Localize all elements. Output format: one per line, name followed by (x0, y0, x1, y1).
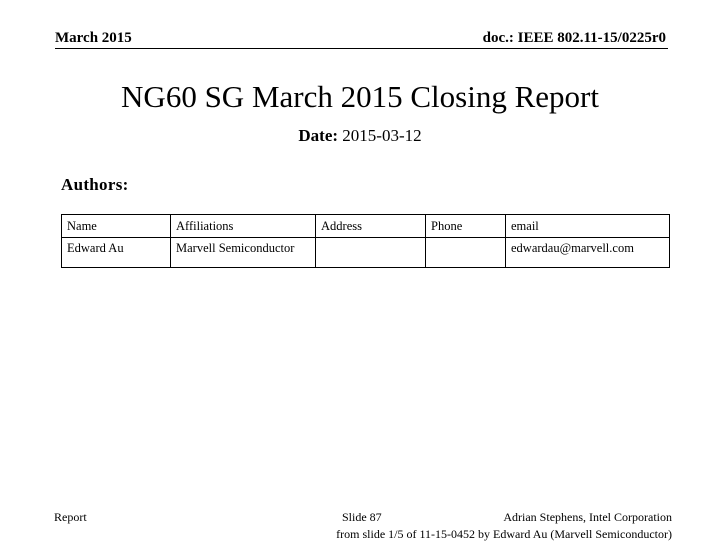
header-doc-id: doc.: IEEE 802.11-15/0225r0 (482, 30, 666, 46)
authors-header-row (62, 215, 670, 238)
authors-label: Authors: (61, 175, 129, 194)
column-header-name: Name (62, 215, 171, 238)
date-value: 2015-03-12 (342, 126, 422, 145)
author-name: Edward Au (62, 238, 171, 268)
author-email: edwardau@marvell.com (506, 238, 670, 268)
column-header-affiliations: Affiliations (171, 215, 316, 238)
footer-slide-number: Slide 87 (342, 510, 382, 524)
table-row (62, 238, 670, 268)
header-date: March 2015 (55, 30, 132, 46)
author-address (316, 238, 426, 268)
column-header-email: email (506, 215, 670, 238)
footer-source: from slide 1/5 of 11-15-0452 by Edward Au (Marvell Semiconductor) (336, 527, 672, 541)
column-header-address: Address (316, 215, 426, 238)
date-line (0, 126, 720, 146)
slide-title: NG60 SG March 2015 Closing Report (121, 79, 599, 114)
date-label: Date: (298, 126, 339, 145)
footer-left: Report (54, 510, 87, 524)
author-affiliation: Marvell Semiconductor (171, 238, 316, 268)
column-header-phone: Phone (426, 215, 506, 238)
header-rule (55, 48, 668, 49)
author-phone (426, 238, 506, 268)
authors-table (61, 214, 670, 268)
footer-author: Adrian Stephens, Intel Corporation (503, 510, 672, 524)
